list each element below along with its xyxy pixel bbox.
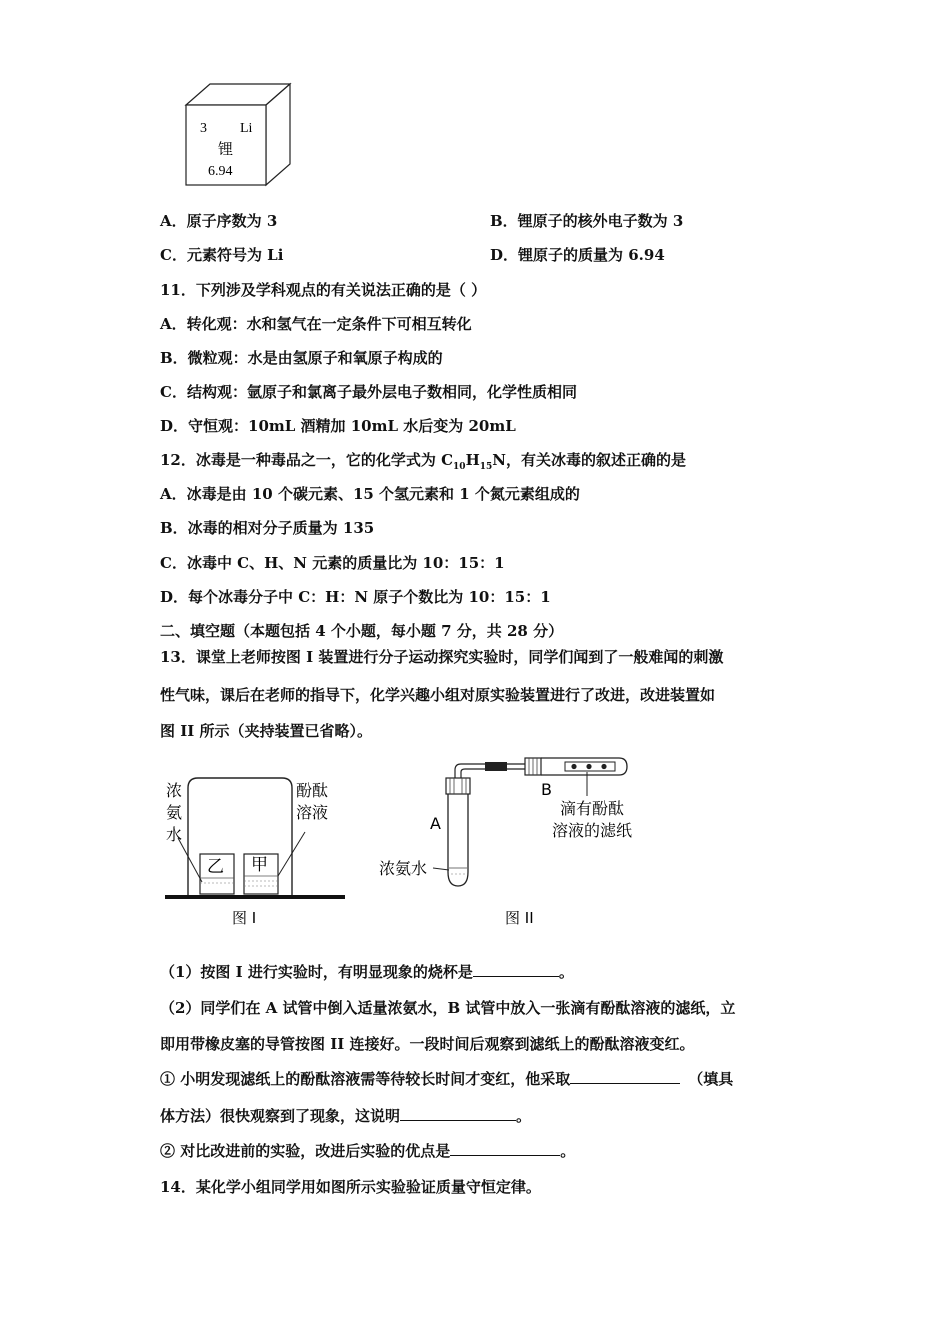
q12-stem-post: N，有关冰毒的叙述正确的是 <box>492 451 687 469</box>
q13-s2-line <box>160 1141 575 1161</box>
fig1-label-ammonia-2: 氨 <box>166 803 183 822</box>
fig2-label-filter-2: 溶液的滤纸 <box>552 821 633 840</box>
element-name: 锂 <box>218 142 234 158</box>
q13-s1-line-1 <box>160 1069 733 1089</box>
fig1-beaker-yi: 乙 <box>207 857 224 877</box>
fig1-label-phenol-2: 溶液 <box>296 803 329 822</box>
q10-option-c: C．元素符号为 Li <box>160 246 284 264</box>
q13-s2-pre: ② 对比改进前的实验，改进后实验的优点是 <box>160 1142 451 1160</box>
section-2-heading: 二、填空题（本题包括 4 个小题，每小题 7 分，共 28 分） <box>160 622 564 640</box>
q13-sub-2-line-2: 即用带橡皮塞的导管按图 II 连接好。一段时间后观察到滤纸上的酚酞溶液变红。 <box>160 1035 695 1053</box>
q11-stem: 11．下列涉及学科观点的有关说法正确的是（ ） <box>160 281 487 299</box>
fig1-beaker-jia: 甲 <box>251 855 268 875</box>
fig2-caption: 图 II <box>505 909 534 927</box>
q13-line-1: 13．课堂上老师按图 I 装置进行分子运动探究实验时，同学们闻到了一般难闻的刺激 <box>160 648 724 666</box>
q13-sub-1-blank[interactable] <box>473 962 559 977</box>
q12-sub-h: 15 <box>479 462 493 472</box>
fig2-label-a: A <box>430 814 441 833</box>
q13-sub-1-text: （1）按图 I 进行实验时，有明显现象的烧杯是 <box>160 963 473 981</box>
figure-1 <box>160 770 355 930</box>
q12-stem-pre: 12．冰毒是一种毒品之一，它的化学式为 C <box>160 451 454 469</box>
figure-2 <box>375 752 640 932</box>
q13-s1-pre: ① 小明发现滤纸上的酚酞溶液需等待较长时间才变红，他采取 <box>160 1070 571 1088</box>
q12-stem <box>160 450 686 477</box>
q12-option-b: B．冰毒的相对分子质量为 135 <box>160 519 375 537</box>
q13-sub-1-end: 。 <box>558 963 574 981</box>
q13-s1-line-2 <box>160 1106 531 1126</box>
q14-stem: 14．某化学小组同学用如图所示实验验证质量守恒定律。 <box>160 1178 541 1196</box>
atomic-mass: 6.94 <box>208 164 233 179</box>
q11-option-a: A．转化观：水和氢气在一定条件下可相互转化 <box>160 315 472 333</box>
q13-s1-post: （填具 <box>688 1070 734 1088</box>
q10-option-a: A．原子序数为 3 <box>160 212 278 230</box>
q11-option-b: B．微粒观：水是由氢原子和氧原子构成的 <box>160 349 443 367</box>
q13-s1-blank-2[interactable] <box>400 1106 516 1121</box>
q13-s1-line-2-pre: 体方法）很快观察到了现象，这说明 <box>160 1107 401 1125</box>
fig2-label-ammonia: 浓氨水 <box>379 859 428 878</box>
q13-s1-blank-1[interactable] <box>570 1069 680 1084</box>
q12-option-d: D．每个冰毒分子中 C：H：N 原子个数比为 10：15：1 <box>160 588 551 606</box>
q12-h: H <box>465 451 480 469</box>
q11-option-c: C．结构观：氩原子和氯离子最外层电子数相同，化学性质相同 <box>160 383 577 401</box>
q13-s1-line-2-end: 。 <box>516 1107 532 1125</box>
q13-line-3: 图 II 所示（夹持装置已省略）。 <box>160 722 372 740</box>
fig1-label-phenol-1: 酚酞 <box>296 781 329 800</box>
element-symbol: Li <box>240 121 253 136</box>
q13-sub-1 <box>160 962 574 982</box>
q13-line-2: 性气味，课后在老师的指导下，化学兴趣小组对原实验装置进行了改进，改进装置如 <box>160 686 716 704</box>
q11-option-d: D．守恒观：10mL 酒精加 10mL 水后变为 20mL <box>160 417 516 435</box>
q13-sub-2-line-1: （2）同学们在 A 试管中倒入适量浓氨水，B 试管中放入一张滴有酚酞溶液的滤纸，立 <box>160 999 736 1017</box>
fig2-label-b: B <box>541 780 552 799</box>
fig2-label-filter-1: 滴有酚酞 <box>560 799 625 818</box>
fig1-label-ammonia-1: 浓 <box>166 781 183 800</box>
q12-option-c: C．冰毒中 C、H、N 元素的质量比为 10：15：1 <box>160 554 505 572</box>
q12-sub-c: 10 <box>453 462 466 472</box>
q13-s2-blank[interactable] <box>450 1141 560 1156</box>
q12-option-a: A．冰毒是由 10 个碳元素、15 个氢元素和 1 个氮元素组成的 <box>160 485 580 503</box>
fig1-label-ammonia-3: 水 <box>166 825 183 844</box>
q13-s2-end: 。 <box>560 1142 576 1160</box>
fig1-caption: 图 I <box>232 909 257 927</box>
q10-option-b: B．锂原子的核外电子数为 3 <box>490 212 684 230</box>
q10-option-d: D．锂原子的质量为 6.94 <box>490 246 665 264</box>
lithium-element-box <box>180 80 300 192</box>
atomic-number: 3 <box>200 121 207 136</box>
